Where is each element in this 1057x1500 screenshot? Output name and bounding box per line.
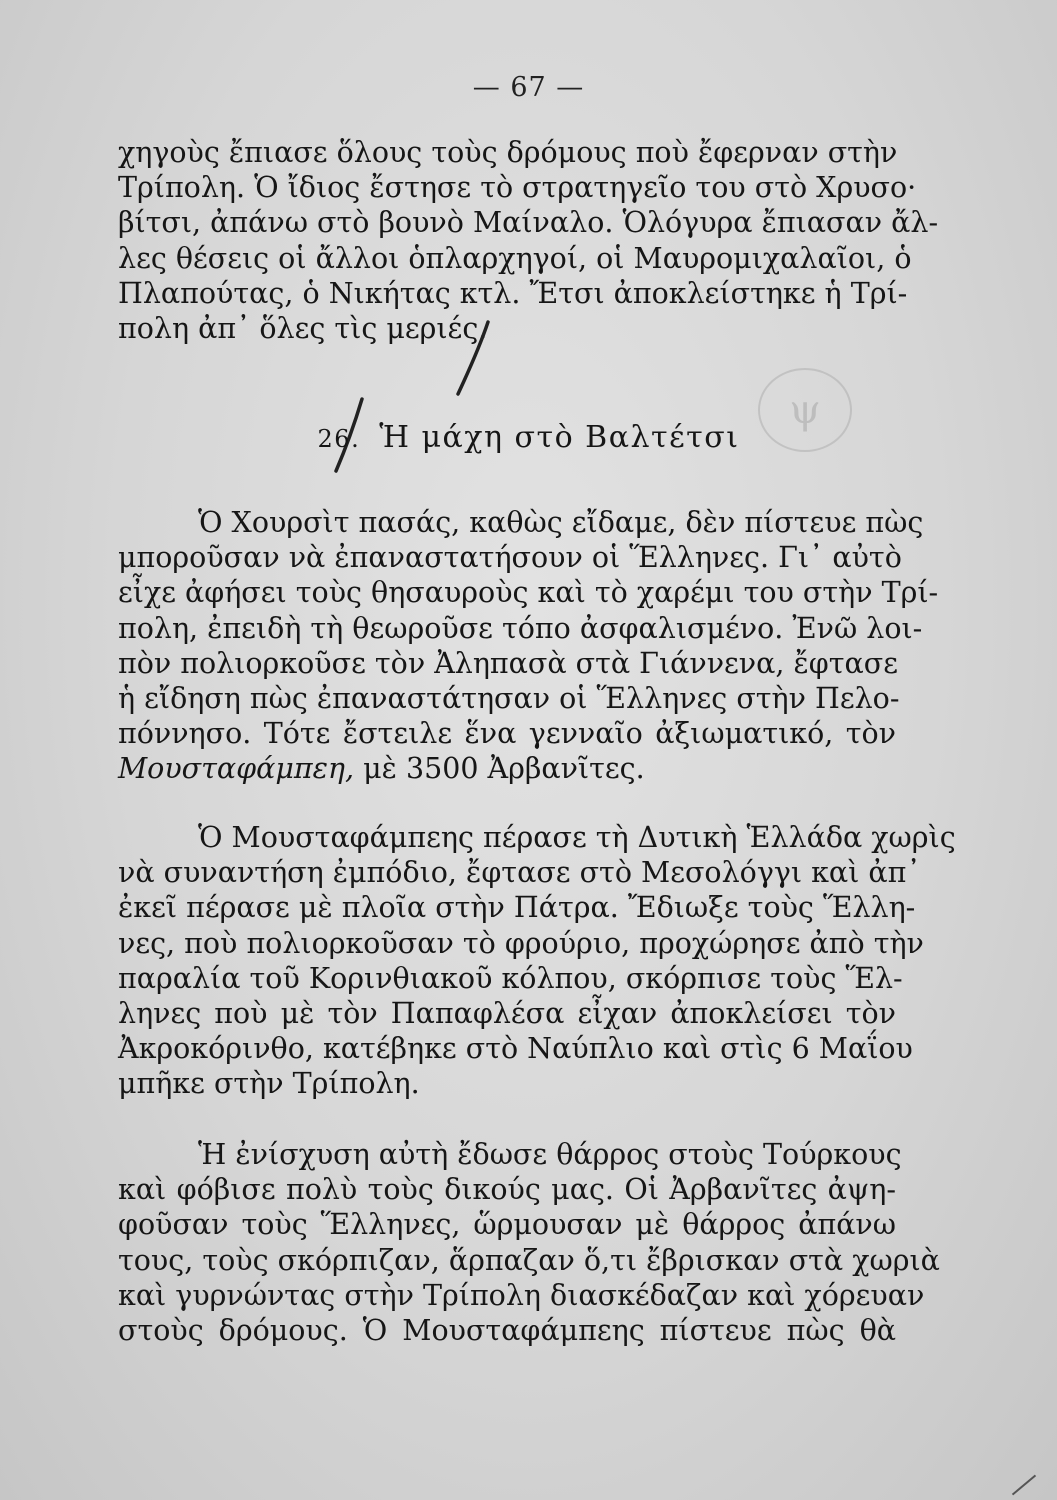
text-line: πολη ἀπ᾽ ὅλες τὶς μεριές.	[118, 311, 488, 345]
paragraph	[118, 505, 939, 787]
text-line: Ἀκροκόρινθο, κατέβηκε στὸ Ναύπλιο καὶ στὶς 6 Μαΐου	[118, 1032, 913, 1066]
text-line: καὶ γυρνώντας στὴν Τρίπολη διασκέδαζαν καὶ χόρευαν	[118, 1278, 925, 1312]
text-line: καὶ φόβισε πολὺ τοὺς δικούς μας. Οἱ Ἀρβανῖτες ἀψη-	[118, 1173, 896, 1207]
text-line: στοὺς δρόμους. Ὁ Μουσταφάμπεης πίστευε πὼς θὰ	[118, 1313, 896, 1347]
italic-name: Μουσταφάμπεη,	[118, 752, 355, 786]
text-line: μπῆκε στὴν Τρίπολη.	[118, 1067, 420, 1101]
paragraph	[118, 820, 956, 1102]
paragraph	[118, 1137, 940, 1348]
section-number: 26.	[317, 425, 361, 453]
text-line: Ὁ Χουρσὶτ πασάς, καθὼς εἴδαμε, δὲν πίστευε πὼς	[198, 506, 924, 539]
text-line: ἡ εἴδηση πὼς ἐπαναστάτησαν οἱ Ἕλληνες στὴν Πελο-	[118, 681, 900, 715]
text-line: παραλία τοῦ Κορινθιακοῦ κόλπου, σκόρπισε τοὺς Ἕλ-	[118, 961, 903, 995]
text-line: ἐκεῖ πέρασε μὲ πλοῖα στὴν Πάτρα. Ἔδιωξε τοὺς Ἕλλη-	[118, 891, 916, 925]
text-line: τους, τοὺς σκόρπιζαν, ἅρπαζαν ὅ,τι ἔβρισκαν στὰ χωριὰ	[118, 1243, 940, 1277]
intro-paragraph	[118, 135, 939, 346]
edge-pen-mark	[1012, 1475, 1036, 1496]
text-line: χηγοὺς ἔπιασε ὅλους τοὺς δρόμους ποὺ ἔφερναν στὴν	[118, 136, 898, 169]
text-fragment: μὲ 3500 Ἀρβανῖτες.	[354, 752, 645, 786]
text-line: νες, ποὺ πολιορκοῦσαν τὸ φρούριο, προχώρησε ἀπὸ τὴν	[118, 926, 924, 960]
text-line: νὰ συναντήση ἐμπόδιο, ἔφτασε στὸ Μεσολόγγι καὶ ἀπ᾽	[118, 856, 921, 890]
text-line: βίτσι, ἀπάνω στὸ βουνὸ Μαίναλο. Ὁλόγυρα ἔπιασαν ἄλ-	[118, 206, 939, 240]
text-line: ληνες ποὺ μὲ τὸν Παπαφλέσα εἶχαν ἀποκλείσει τὸν	[118, 996, 896, 1030]
text-line: πὸν πολιορκοῦσε τὸν Ἀληπασὰ στὰ Γιάννενα, ἔφτασε	[118, 646, 898, 680]
text-line: φοῦσαν τοὺς Ἕλληνες, ὥρμουσαν μὲ θάρρος ἀπάνω	[118, 1208, 896, 1242]
text-line: μποροῦσαν νὰ ἐπαναστατήσουν οἱ Ἕλληνες. Γι᾽ αὐτὸ	[118, 541, 902, 575]
text-line: Ὁ Μουσταφάμπεης πέρασε τὴ Δυτικὴ Ἑλλάδα χωρὶς	[198, 821, 956, 854]
text-line: Τρίπολη. Ὁ ἴδιος ἔστησε τὸ στρατηγεῖο του στὸ Χρυσο·	[118, 171, 917, 205]
text-line	[118, 751, 896, 786]
faint-stamp: ψ	[758, 368, 852, 452]
text-line: πολη, ἐπειδὴ τὴ θεωροῦσε τόπο ἀσφαλισμένο. Ἐνῶ λοι-	[118, 611, 923, 645]
section-title: Ἡ μάχη στὸ Βαλτέτσι	[379, 420, 740, 455]
section-heading	[0, 420, 1057, 455]
text-line: λες θέσεις οἱ ἄλλοι ὁπλαρχηγοί, οἱ Μαυρομιχαλαῖοι, ὁ	[118, 241, 912, 275]
text-line: Ἡ ἐνίσχυση αὐτὴ ἔδωσε θάρρος στοὺς Τούρκους	[198, 1138, 902, 1171]
text-line: πόννησο. Τότε ἔστειλε ἕνα γενναῖο ἀξιωματικό, τὸν	[118, 717, 896, 751]
page-number: — 67 —	[472, 72, 585, 103]
text-line: εἶχε ἀφήσει τοὺς θησαυροὺς καὶ τὸ χαρέμι του στὴν Τρί-	[118, 576, 939, 610]
text-line: Πλαπούτας, ὁ Νικήτας κτλ. Ἔτσι ἀποκλείστηκε ἡ Τρί-	[118, 276, 908, 310]
